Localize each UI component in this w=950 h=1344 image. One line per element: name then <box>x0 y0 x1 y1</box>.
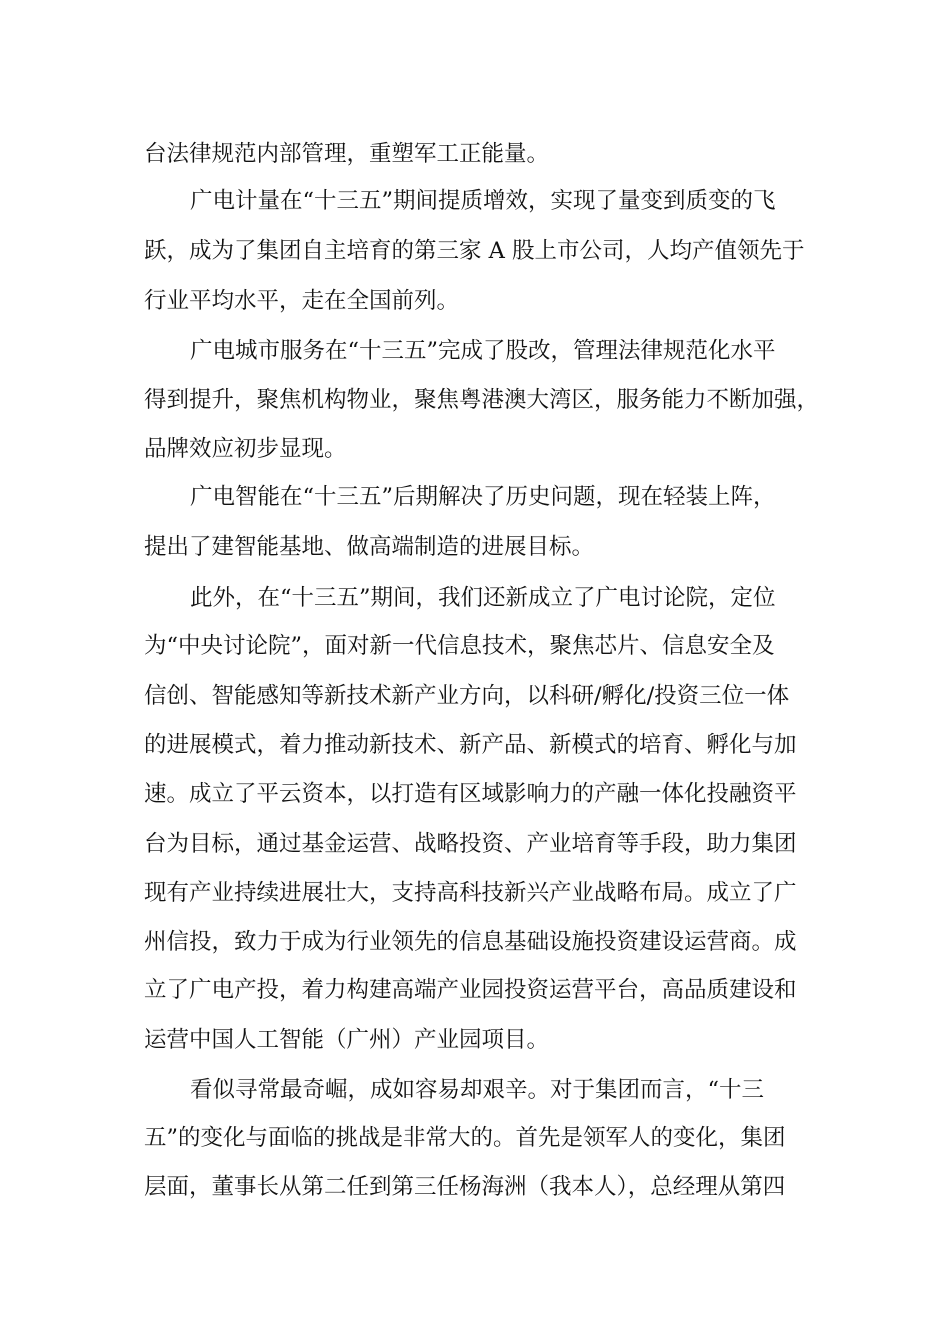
text-line: 州信投，致力于成为行业领先的信息基础设施投资建设运营商。成 <box>144 929 797 955</box>
text-line: 为“中央讨论院”，面对新一代信息技术，聚焦芯片、信息安全及 <box>144 633 775 659</box>
text-line: 速。成立了平云资本，以打造有区域影响力的产融一体化投融资平 <box>144 781 797 807</box>
paragraph-first-line: 此外，在“十三五”期间，我们还新成立了广电讨论院，定位 <box>190 585 776 611</box>
text-line: 的进展模式，着力推动新技术、新产品、新模式的培育、孵化与加 <box>144 732 797 758</box>
paragraph-first-line: 广电城市服务在“十三五”完成了股改，管理法律规范化水平 <box>190 338 776 364</box>
text-line: 台法律规范内部管理，重塑军工正能量。 <box>144 141 550 167</box>
paragraph-first-line: 看似寻常最奇崛，成如容易却艰辛。对于集团而言，“十三 <box>190 1077 765 1103</box>
text-line: 信创、智能感知等新技术新产业方向，以科研/孵化/投资三位一体 <box>144 683 790 709</box>
text-line: 跃，成为了集团自主培育的第三家 A 股上市公司，人均产值领先于 <box>144 238 805 264</box>
text-line: 立了广电产投，着力构建高端产业园投资运营平台，高品质建设和 <box>144 977 797 1003</box>
text-line: 提出了建智能基地、做高端制造的进展目标。 <box>144 534 595 560</box>
text-line: 得到提升，聚焦机构物业，聚焦粤港澳大湾区，服务能力不断加强， <box>144 387 820 413</box>
text-line: 台为目标，通过基金运营、战略投资、产业培育等手段，助力集团 <box>144 831 797 857</box>
text-line: 运营中国人工智能（广州）产业园项目。 <box>144 1027 550 1053</box>
text-line: 行业平均水平，走在全国前列。 <box>144 288 460 314</box>
text-line: 品牌效应初步显现。 <box>144 436 347 462</box>
paragraph-first-line: 广电计量在“十三五”期间提质增效，实现了量变到质变的飞 <box>190 188 776 214</box>
text-line: 现有产业持续进展壮大，支持高科技新兴产业战略布局。成立了广 <box>144 880 797 906</box>
paragraph-first-line: 广电智能在“十三五”后期解决了历史问题，现在轻装上阵， <box>190 484 776 510</box>
text-line: 层面，董事长从第二任到第三任杨海洲（我本人），总经理从第四 <box>144 1174 786 1200</box>
text-line: 五”的变化与面临的挑战是非常大的。首先是领军人的变化，集团 <box>144 1125 786 1151</box>
